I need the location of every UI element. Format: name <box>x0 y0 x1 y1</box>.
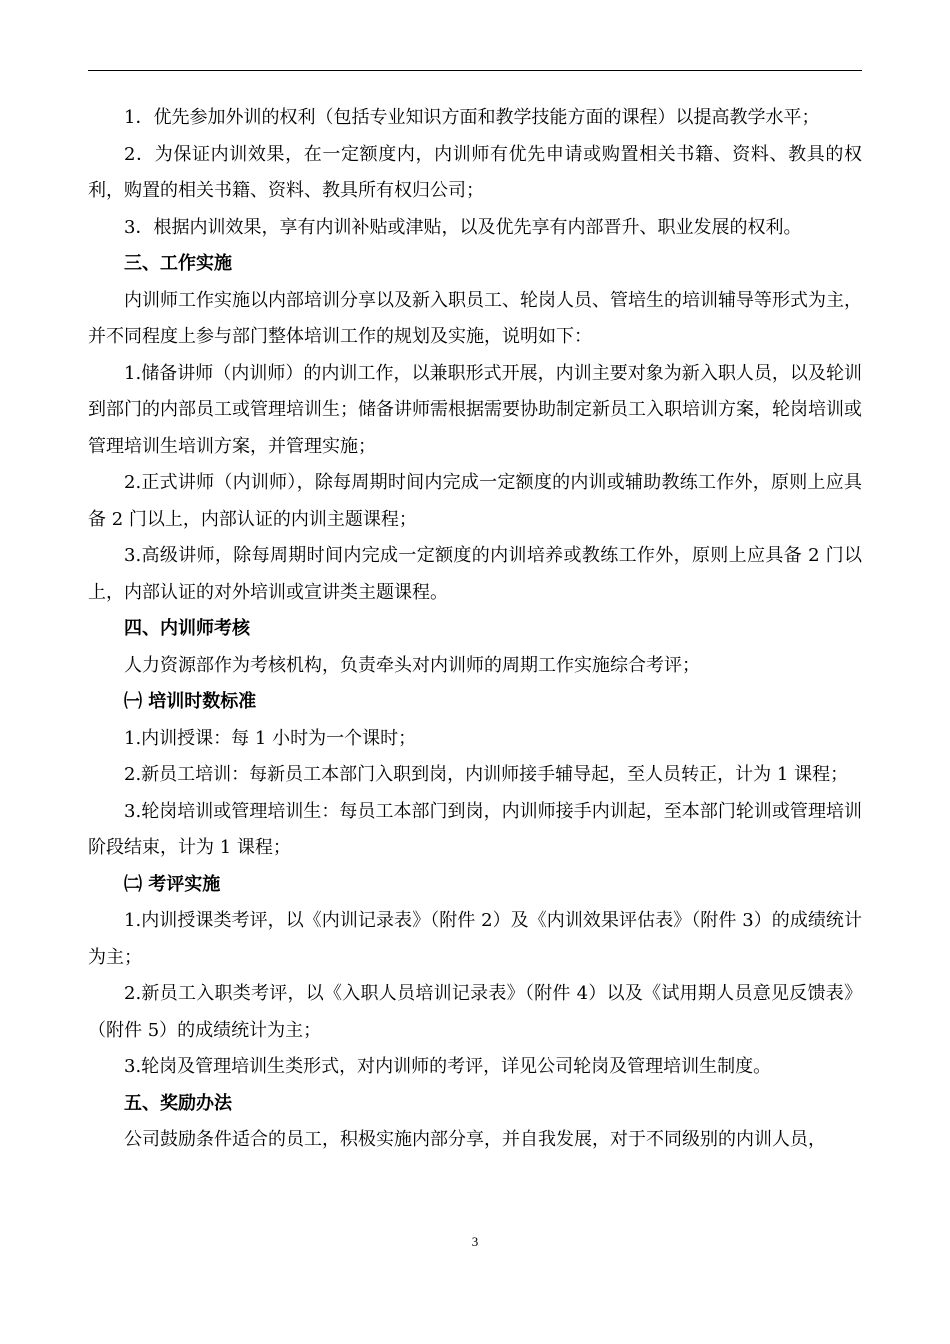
paragraph-eval-2: 2.新员工入职类考评，以《入职人员培训记录表》（附件 4）以及《试用期人员意见反馈表》（附件 5）的成绩统计为主； <box>88 983 862 1041</box>
paragraph-assess-intro: 人力资源部作为考核机构，负责牵头对内训师的周期工作实施综合考评； <box>124 654 700 676</box>
paragraph-hours-2: 2.新员工培训：每新员工本部门入职到岗，内训师接手辅导起，至人员转正，计为 1 课程； <box>124 764 849 785</box>
section-heading-5: 五、奖励办法 <box>124 1092 232 1114</box>
paragraph-right-3: 3．根据内训效果，享有内训补贴或津贴，以及优先享有内部晋升、职业发展的权利。 <box>124 216 802 238</box>
section-heading-4: 四、内训师考核 <box>124 618 250 639</box>
paragraph-hours-3: 3.轮岗培训或管理培训生：每员工本部门到岗，内训师接手内训起，至本部门轮训或管理培训阶段结束，计为 1 课程； <box>88 800 862 858</box>
paragraph-eval-3: 3.轮岗及管理培训生类形式，对内训师的考评，详见公司轮岗及管理培训生制度。 <box>124 1056 772 1077</box>
paragraph-work-2: 2.正式讲师（内训师），除每周期时间内完成一定额度的内训或辅助教练工作外，原则上应具备 2 门以上，内部认证的内训主题课程； <box>88 472 862 530</box>
paragraph-work-1: 1.储备讲师（内训师）的内训工作，以兼职形式开展，内训主要对象为新入职人员，以及轮训到部门的内部员工或管理培训生；储备讲师需根据需要协助制定新员工入职培训方案，轮岗培训或管理培训生培训方案，并管理实施； <box>88 362 862 457</box>
subsection-heading-1: ㈠ 培训时数标准 <box>124 691 257 712</box>
paragraph-reward-intro: 公司鼓励条件适合的员工，积极实施内部分享，并自我发展，对于不同级别的内训人员， <box>124 1129 826 1150</box>
document-body <box>88 100 862 1159</box>
paragraph-work-3: 3.高级讲师，除每周期时间内完成一定额度的内训培养或教练工作外，原则上应具备 2 门以上，内部认证的对外培训或宣讲类主题课程。 <box>88 545 862 603</box>
header-rule <box>88 70 862 71</box>
page-number: 3 <box>471 1234 479 1249</box>
section-heading-3: 三、工作实施 <box>124 253 232 274</box>
paragraph-work-intro: 内训师工作实施以内部培训分享以及新入职员工、轮岗人员、管培生的培训辅导等形式为主，并不同程度上参与部门整体培训工作的规划及实施，说明如下： <box>88 289 862 347</box>
paragraph-hours-1: 1.内训授课：每 1 小时为一个课时； <box>124 727 417 749</box>
paragraph-eval-1: 1.内训授课类考评，以《内训记录表》（附件 2）及《内训效果评估表》（附件 3）的成绩统计为主； <box>88 910 862 968</box>
paragraph-right-2: 2．为保证内训效果，在一定额度内，内训师有优先申请或购置相关书籍、资料、教具的权利，购置的相关书籍、资料、教具所有权归公司； <box>88 143 862 201</box>
paragraph-right-1: 1．优先参加外训的权利（包括专业知识方面和教学技能方面的课程）以提高教学水平； <box>124 107 820 128</box>
subsection-heading-2: ㈡ 考评实施 <box>124 873 221 895</box>
